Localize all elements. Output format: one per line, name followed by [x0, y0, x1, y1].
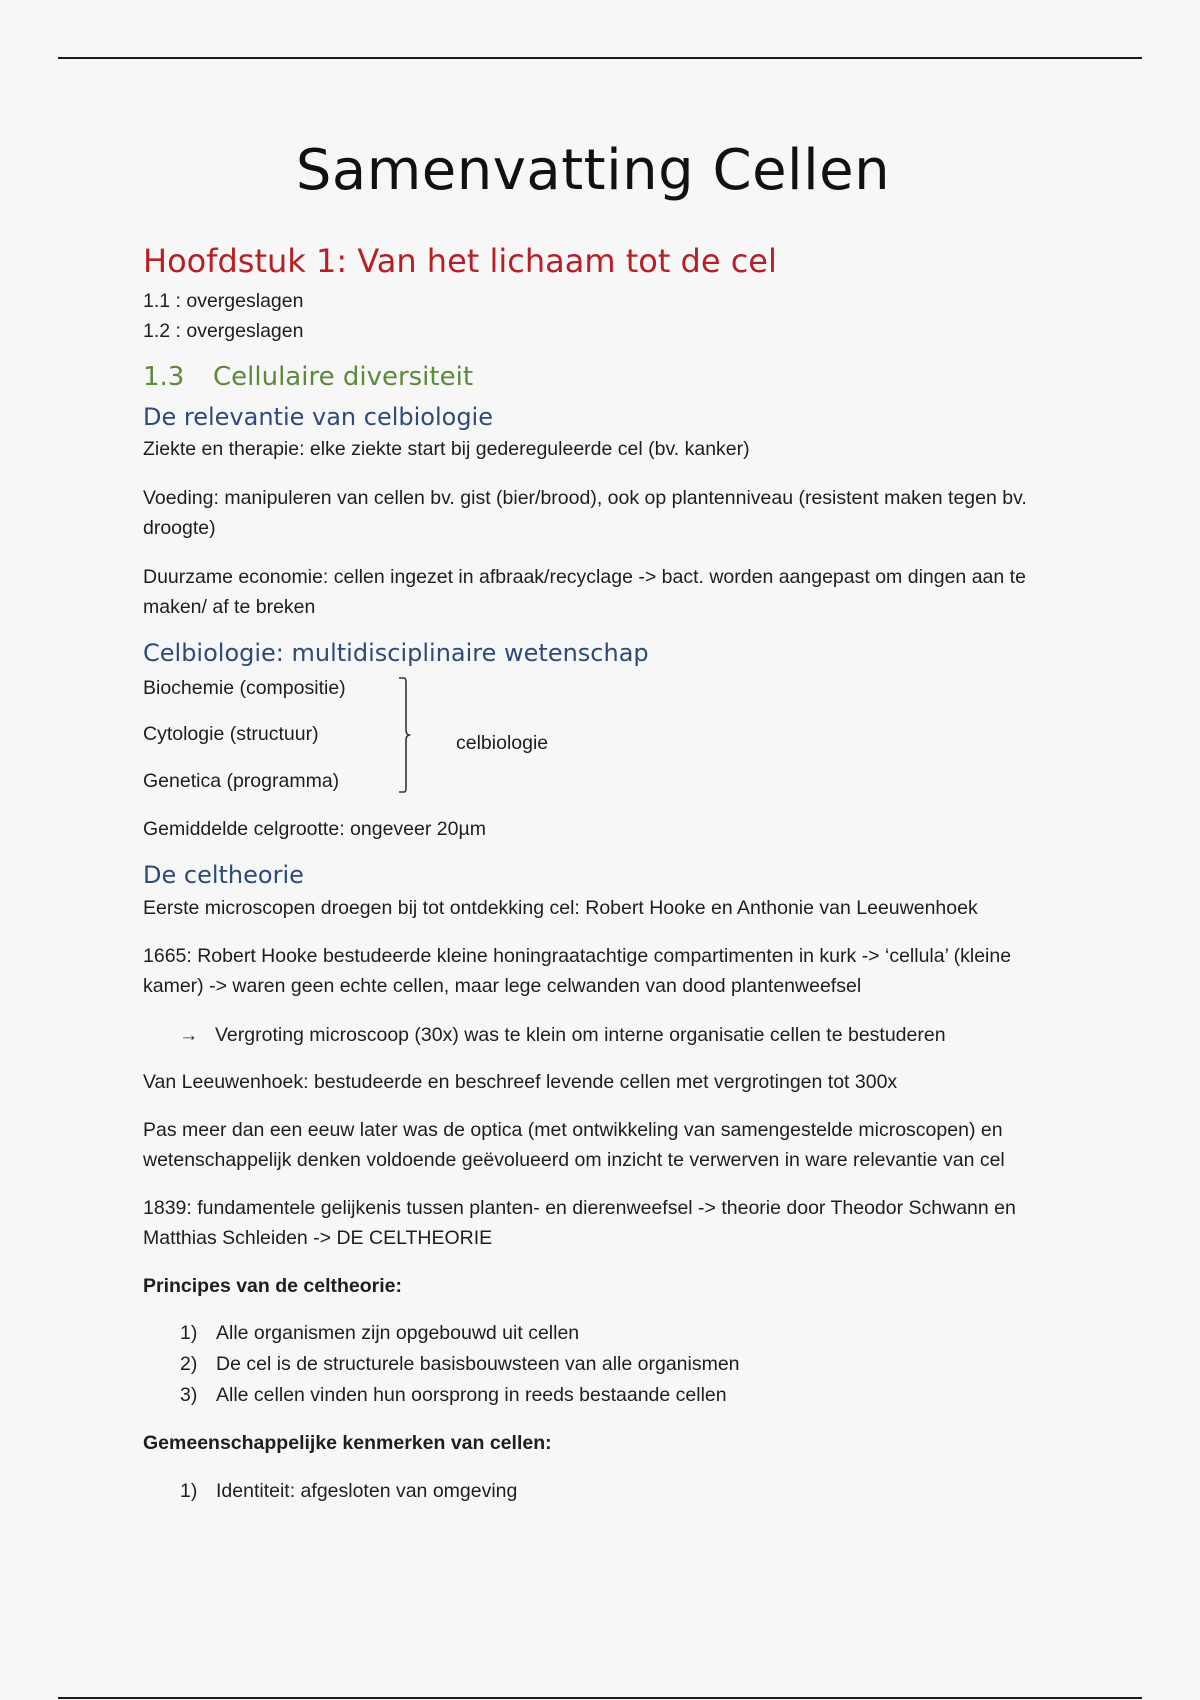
footer-rule	[58, 1697, 1142, 1699]
celltheory-paragraph-4: Pas meer dan een eeuw later was de optica (met ontwikkeling van samengestelde microscopen) en wetenschappelijk denken voldoende geëvolueerd om inzicht te verwerven in ware relevantie van cel	[143, 1119, 1005, 1171]
celltheory-heading: De celtheorie	[143, 861, 304, 889]
right-brace-icon	[395, 676, 417, 794]
relevance-paragraph-3: Duurzame economie: cellen ingezet in afbraak/recyclage -> bact. worden aangepast om dingen aan te maken/ af te breken	[143, 566, 1026, 618]
document-title: Samenvatting Cellen	[295, 138, 891, 203]
cell-size-note: Gemiddelde celgrootte: ongeveer 20µm	[143, 818, 486, 840]
skipped-item-2: 1.2 : overgeslagen	[143, 320, 304, 342]
brace-label: celbiologie	[456, 732, 549, 754]
common-feature-item	[143, 1476, 517, 1506]
multidisciplinary-heading: Celbiologie: multidisciplinaire wetenschap	[143, 639, 649, 667]
celltheory-paragraph-5: 1839: fundamentele gelijkenis tussen planten- en dierenweefsel -> theorie door Theodor Schwann en Matthias Schleiden -> DE CELTHEORIE	[143, 1197, 1016, 1249]
discipline-item-2: Cytologie (structuur)	[143, 723, 319, 745]
principle-item	[143, 1318, 579, 1348]
section-number: 1.3	[143, 362, 185, 392]
list-text: Identiteit: afgesloten van omgeving	[216, 1480, 518, 1502]
list-number: 3)	[180, 1384, 198, 1406]
celltheory-paragraph-3: Van Leeuwenhoek: bestudeerde en beschreef levende cellen met vergrotingen tot 300x	[143, 1071, 898, 1093]
list-number: 1)	[180, 1322, 198, 1344]
header-rule	[58, 57, 1142, 59]
principle-item	[143, 1380, 727, 1410]
list-text: Alle cellen vinden hun oorsprong in reeds bestaande cellen	[216, 1384, 727, 1406]
principles-heading: Principes van de celtheorie:	[143, 1275, 403, 1297]
list-text: De cel is de structurele basisbouwsteen van alle organismen	[216, 1353, 740, 1375]
section-heading	[143, 362, 473, 392]
arrow-right-icon: →	[179, 1024, 199, 1046]
skipped-item-1: 1.1 : overgeslagen	[143, 290, 304, 312]
list-number: 2)	[180, 1353, 198, 1375]
discipline-item-3: Genetica (programma)	[143, 770, 340, 792]
celltheory-paragraph-2: 1665: Robert Hooke bestudeerde kleine honingraatachtige compartimenten in kurk -> ‘cellula’ (kleine kamer) -> waren geen echte cellen, maar lege celwanden van dood plantenweefsel	[143, 945, 1012, 997]
list-number: 1)	[180, 1480, 198, 1502]
arrow-bullet-text: Vergroting microscoop (30x) was te klein om interne organisatie cellen te bestuderen	[215, 1024, 946, 1046]
common-features-heading: Gemeenschappelijke kenmerken van cellen:	[143, 1432, 552, 1454]
relevance-heading: De relevantie van celbiologie	[143, 403, 493, 431]
relevance-paragraph-1: Ziekte en therapie: elke ziekte start bij gedereguleerde cel (bv. kanker)	[143, 438, 750, 460]
arrow-bullet-item	[143, 1020, 946, 1050]
relevance-paragraph-2: Voeding: manipuleren van cellen bv. gist (bier/brood), ook op plantenniveau (resistent maken tegen bv. droogte)	[143, 487, 1027, 539]
section-title: Cellulaire diversiteit	[213, 362, 474, 392]
discipline-item-1: Biochemie (compositie)	[143, 677, 346, 699]
list-text: Alle organismen zijn opgebouwd uit cellen	[216, 1322, 580, 1344]
chapter-heading: Hoofdstuk 1: Van het lichaam tot de cel	[143, 242, 777, 280]
celltheory-paragraph-1: Eerste microscopen droegen bij tot ontdekking cel: Robert Hooke en Anthonie van Leeuwenhoek	[143, 897, 978, 919]
principle-item	[143, 1349, 740, 1379]
